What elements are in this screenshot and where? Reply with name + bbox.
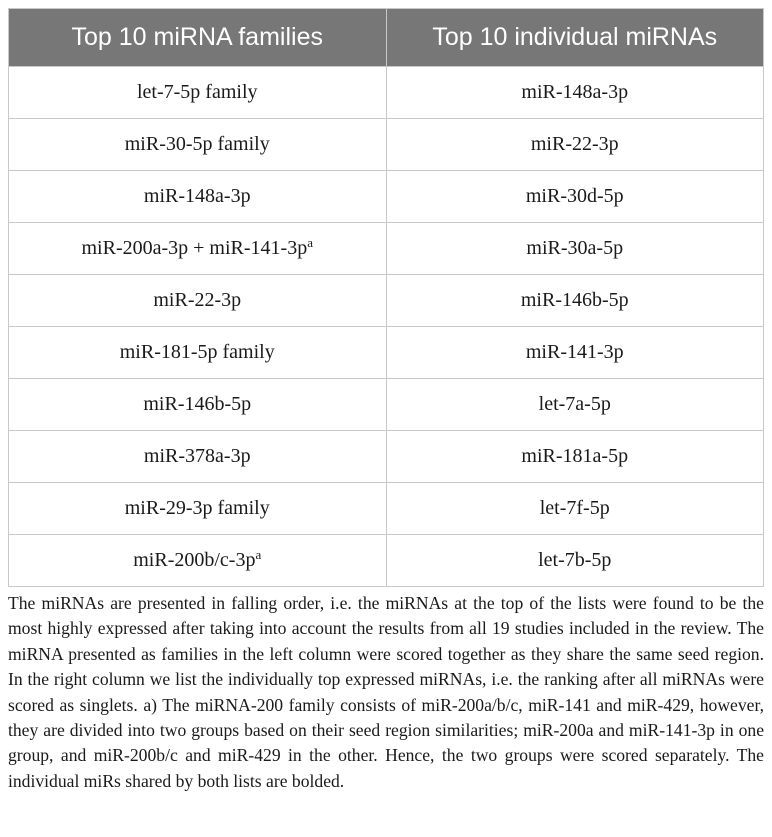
individual-cell: miR-30a-5p xyxy=(386,223,764,275)
family-cell xyxy=(9,275,387,327)
family-name: miR-148a-3p xyxy=(143,185,251,207)
mirna-table-container xyxy=(8,8,764,587)
family-cell xyxy=(9,431,387,483)
table-row xyxy=(9,535,764,587)
individual-cell: miR-148a-3p xyxy=(386,67,764,119)
header-individual: Top 10 individual miRNAs xyxy=(386,9,764,67)
individual-cell: miR-30d-5p xyxy=(386,171,764,223)
table-row xyxy=(9,327,764,379)
family-cell xyxy=(9,119,387,171)
family-cell xyxy=(9,223,387,275)
mirna-table xyxy=(8,8,764,587)
family-cell xyxy=(9,67,387,119)
table-row xyxy=(9,67,764,119)
family-name: let-7-5p family xyxy=(136,81,258,103)
table-row xyxy=(9,483,764,535)
individual-cell: miR-22-3p xyxy=(386,119,764,171)
individual-cell: miR-146b-5p xyxy=(386,275,764,327)
table-row xyxy=(9,223,764,275)
family-name: miR-181-5p family xyxy=(119,341,275,363)
footnote-marker: a xyxy=(307,234,313,250)
family-name: miR-378a-3p xyxy=(143,445,251,467)
individual-cell: miR-181a-5p xyxy=(386,431,764,483)
table-footnote: The miRNAs are presented in falling order, i.e. the miRNAs at the top of the lists were found to be the most highly expressed after taking into account the results from all 19 studies included in the review. The miRNA presented as families in the left column were scored together as they share the same seed region. In the right column we list the individually top expressed miRNAs, i.e. the ranking after all miRNAs were scored as singlets. a) The miRNA-200 family consists of miR-200a/b/c, miR-141 and miR-429, however, they are divided into two groups based on their seed region similarities; miR-200a and miR-141-3p in one group, and miR-200b/c and miR-429 in the other. Hence, the two groups were scored separately. The individual miRs shared by both lists are bolded. xyxy=(8,593,764,791)
table-row xyxy=(9,171,764,223)
family-cell xyxy=(9,483,387,535)
family-cell xyxy=(9,379,387,431)
individual-cell: let-7b-5p xyxy=(386,535,764,587)
table-row xyxy=(9,119,764,171)
family-name: miR-146b-5p xyxy=(143,393,252,415)
table-row xyxy=(9,431,764,483)
individual-cell: let-7a-5p xyxy=(386,379,764,431)
footnote-marker: a xyxy=(255,546,262,562)
individual-cell: miR-141-3p xyxy=(386,327,764,379)
family-name: miR-200b/c-3p xyxy=(133,549,256,571)
family-name: miR-29-3p family xyxy=(124,497,270,519)
family-name: miR-22-3p xyxy=(153,289,242,311)
family-cell xyxy=(9,535,387,587)
table-row xyxy=(9,379,764,431)
family-name: miR-200a-3p + miR-141-3p xyxy=(81,237,308,259)
table-row xyxy=(9,275,764,327)
family-name: miR-30-5p family xyxy=(124,133,270,155)
table-header-row xyxy=(9,9,764,67)
family-cell xyxy=(9,327,387,379)
header-families: Top 10 miRNA families xyxy=(9,9,387,67)
individual-cell: let-7f-5p xyxy=(386,483,764,535)
family-cell xyxy=(9,171,387,223)
